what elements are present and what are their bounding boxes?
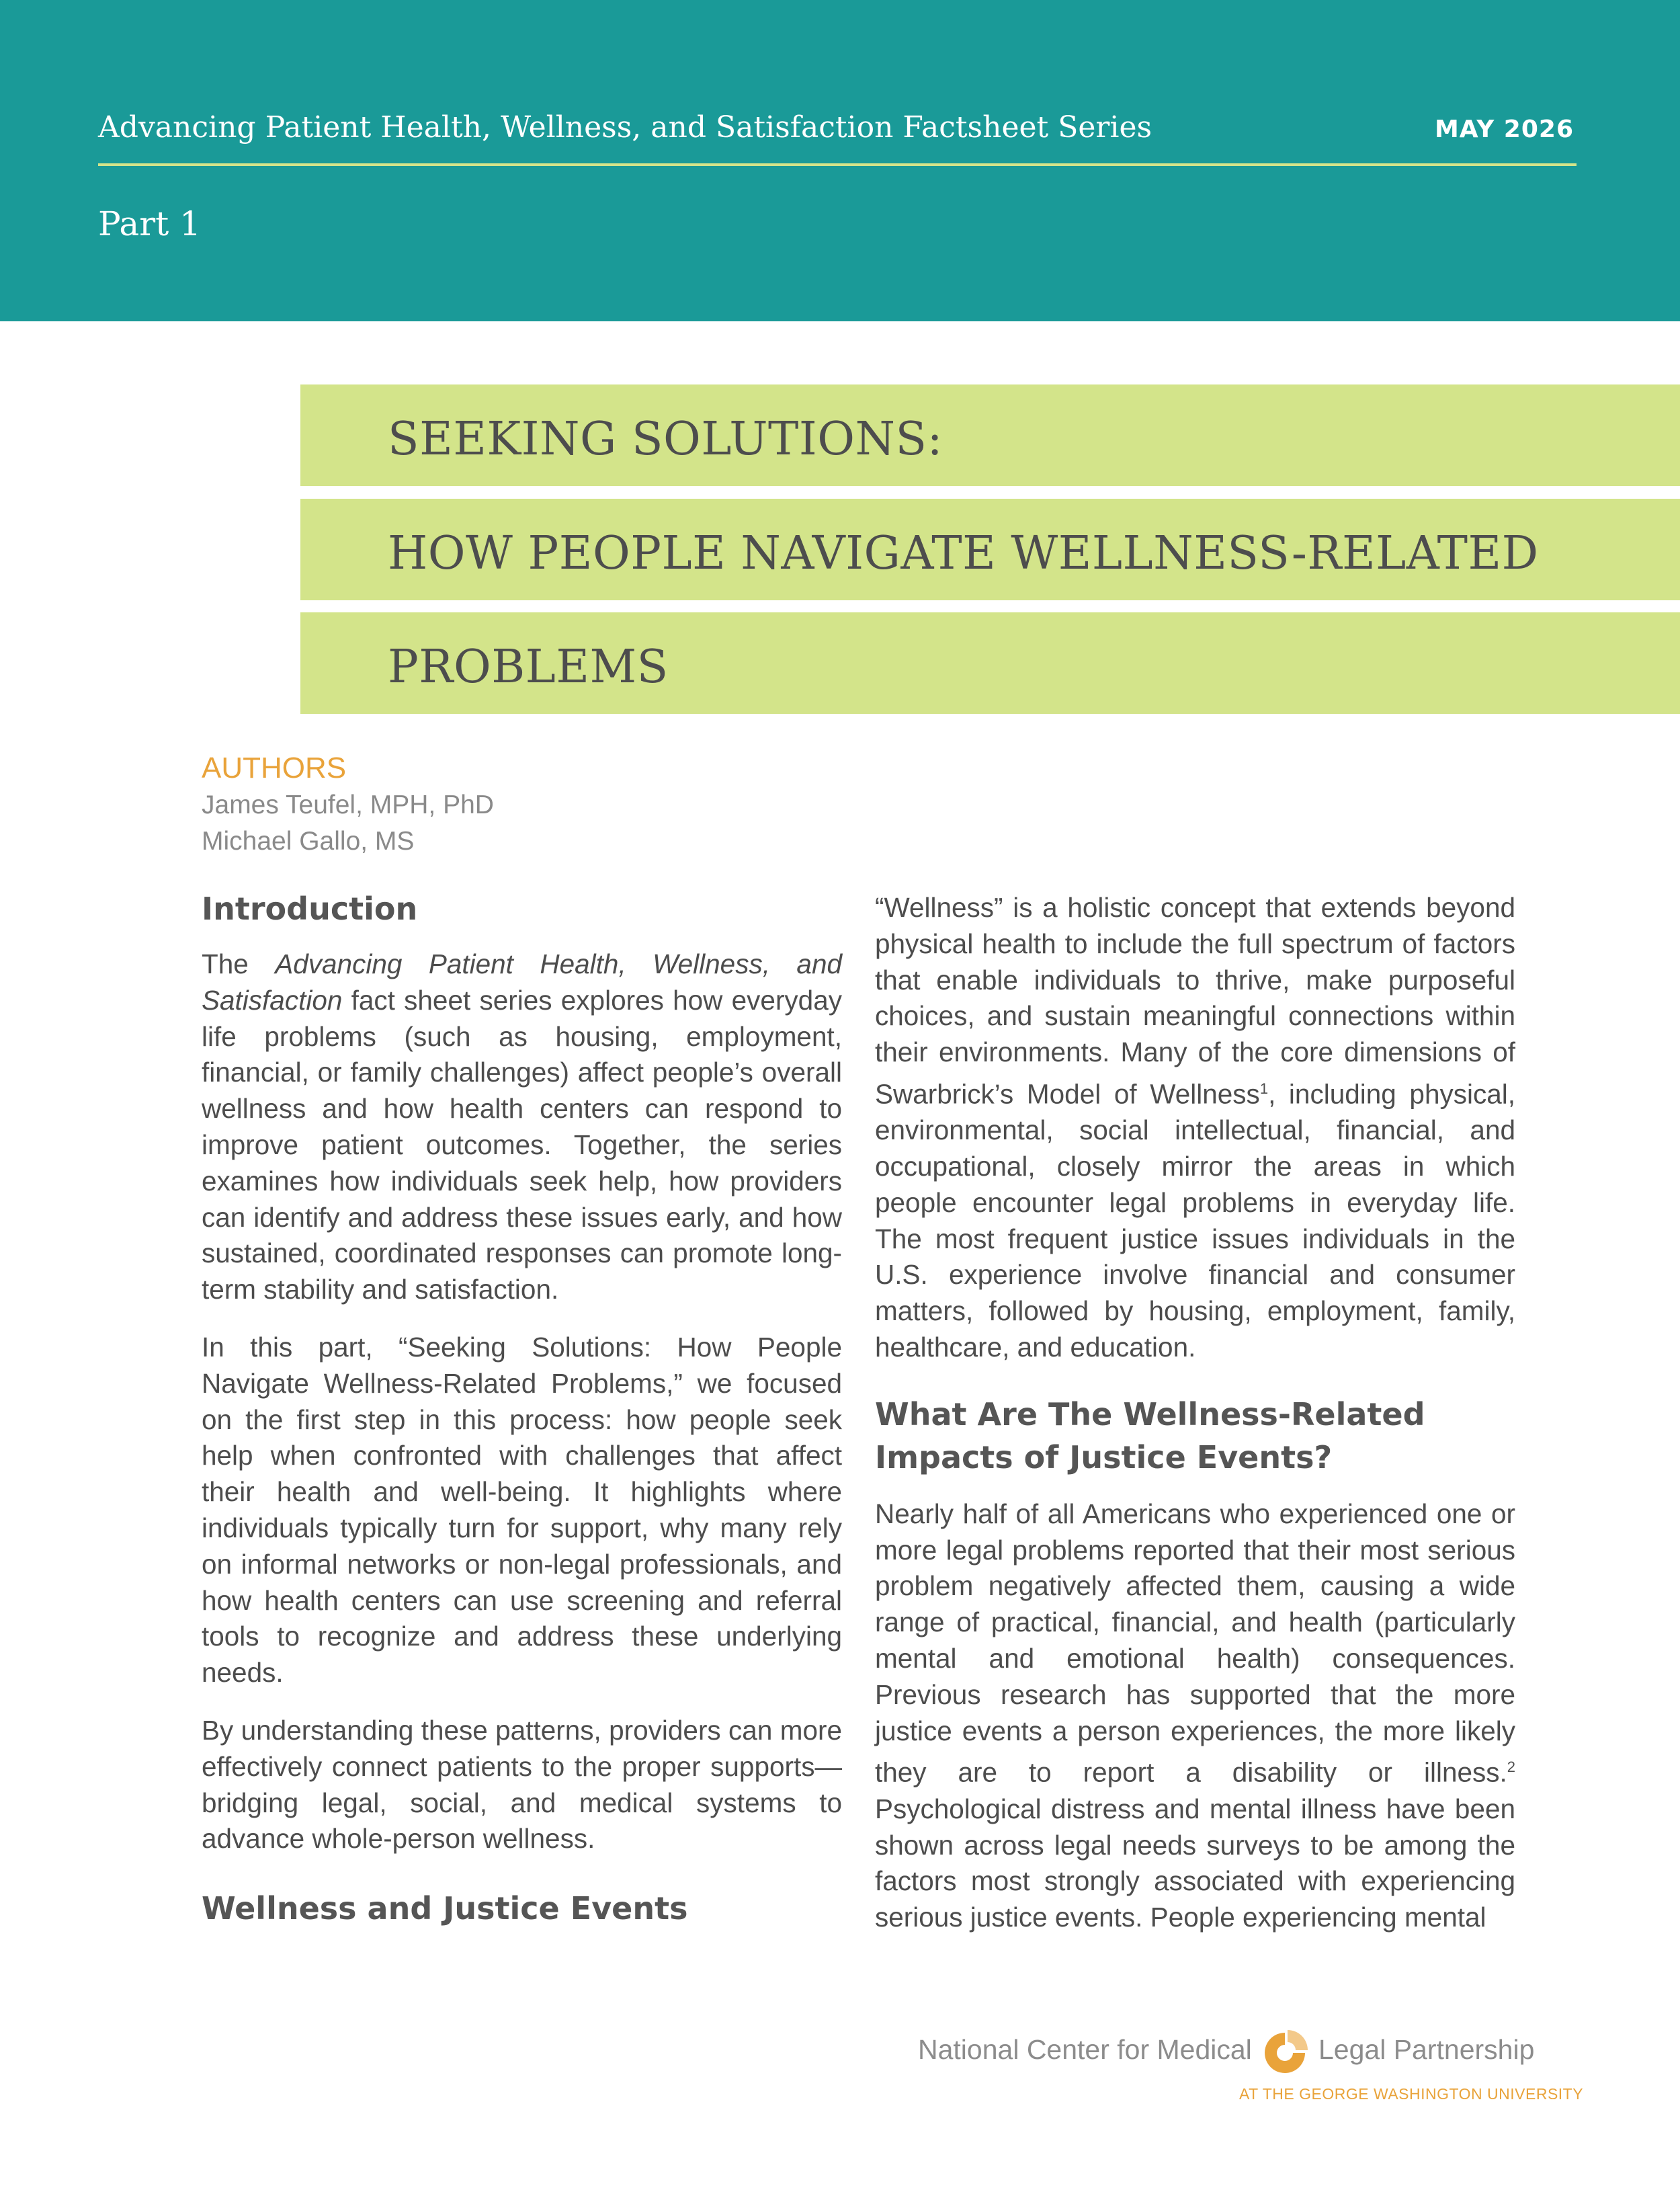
logo-text-right: Legal Partnership xyxy=(1318,2034,1535,2065)
part-label: Part 1 xyxy=(98,204,201,243)
logo-subtitle: AT THE GEORGE WASHINGTON UNIVERSITY xyxy=(1239,2085,1584,2103)
title-band-3 xyxy=(300,612,1680,714)
wellness-p1-body: , including physical, environmental, social intellectual, financial, and occupational, closely mirror the areas in which people encounter legal problems in everyday life. The most frequent justice issues individuals in the U.S. experience involve financial and consumer matters, followed by housing, employment, family, healthcare, and education. xyxy=(875,1078,1515,1363)
introduction-heading: Introduction xyxy=(202,891,418,927)
title-band-2 xyxy=(300,499,1680,600)
intro-paragraph-1 xyxy=(202,946,842,1308)
wellness-p1-lead: “Wellness” is a holistic concept that extends beyond physical health to include the full spectrum of factors that enable individuals to thrive, make purposeful choices, and sustain meaningful connections within their environments. Many of the core dimensions of Swarbrick’s Model of Wellness xyxy=(875,892,1515,1110)
wellness-paragraph xyxy=(875,890,1515,1366)
impacts-p1-lead: Nearly half of all Americans who experienced one or more legal problems reported that their most serious problem negatively affected them, causing a wide range of practical, financial, and health (particularly mental and emotional health) consequences. Previous research has supported that the more justice events a person experiences, the more likely they are to report a disability or illness. xyxy=(875,1498,1515,1788)
logo-text-left: National Center for Medical xyxy=(918,2034,1252,2065)
title-band-1 xyxy=(300,384,1680,486)
title-line-2: HOW PEOPLE NAVIGATE WELLNESS-RELATED xyxy=(388,527,1539,580)
header-divider xyxy=(98,163,1577,166)
author-name: James Teufel, MPH, PhD xyxy=(202,790,494,819)
impacts-paragraph xyxy=(875,1496,1515,1936)
impacts-heading: What Are The Wellness-Related Impacts of Justice Events? xyxy=(875,1395,1425,1475)
publication-date: MAY 2026 xyxy=(1434,116,1574,143)
series-name-italic: Advancing Patient Health, Wellness, and Satisfaction xyxy=(202,948,842,1016)
footnote-ref-1[interactable]: 1 xyxy=(1259,1080,1269,1097)
left-column xyxy=(202,887,842,1930)
intro-p1-body: fact sheet series explores how everyday life problems (such as housing, employment, financial, or family challenges) affect people’s overall wellness and how health centers can respond to improve patient outcomes. Together, the series examines how individuals seek help, how providers can identify and address these issues early, and how sustained, coordinated responses can promote long-term stability and satisfaction. xyxy=(202,984,842,1305)
intro-p1-lead: The xyxy=(202,948,276,979)
header-banner xyxy=(0,0,1680,321)
wellness-justice-heading: Wellness and Justice Events xyxy=(202,1890,688,1927)
right-column xyxy=(875,890,1515,1936)
series-title: Advancing Patient Health, Wellness, and Satisfaction Factsheet Series xyxy=(98,110,1152,145)
impacts-p1-body: Psychological distress and mental illness have been shown across legal needs surveys to be among the factors most strongly associated with experiencing serious justice events. People experiencing mental xyxy=(875,1793,1515,1933)
intro-paragraph-3: By understanding these patterns, providers can more effectively connect patients to the proper supports—bridging legal, social, and medical systems to advance whole-person wellness. xyxy=(202,1714,842,1855)
intro-paragraph-2: In this part, “Seeking Solutions: How People Navigate Wellness-Related Problems,” we focused on the first step in this process: how people seek help when confronted with challenges that affect their health and well-being. It highlights where individuals typically turn for support, why many rely on informal networks or non-legal professionals, and how health centers can use screening and referral tools to recognize and address these underlying needs. xyxy=(202,1331,842,1689)
title-line-1: SEEKING SOLUTIONS: xyxy=(388,413,943,466)
authors-label: AUTHORS xyxy=(202,752,347,784)
footnote-ref-2[interactable]: 2 xyxy=(1507,1758,1515,1776)
logo-mark-icon xyxy=(1258,2026,1312,2080)
author-name: Michael Gallo, MS xyxy=(202,827,415,856)
ncmlp-logo[interactable] xyxy=(918,2021,1610,2101)
title-line-3: PROBLEMS xyxy=(388,641,669,694)
